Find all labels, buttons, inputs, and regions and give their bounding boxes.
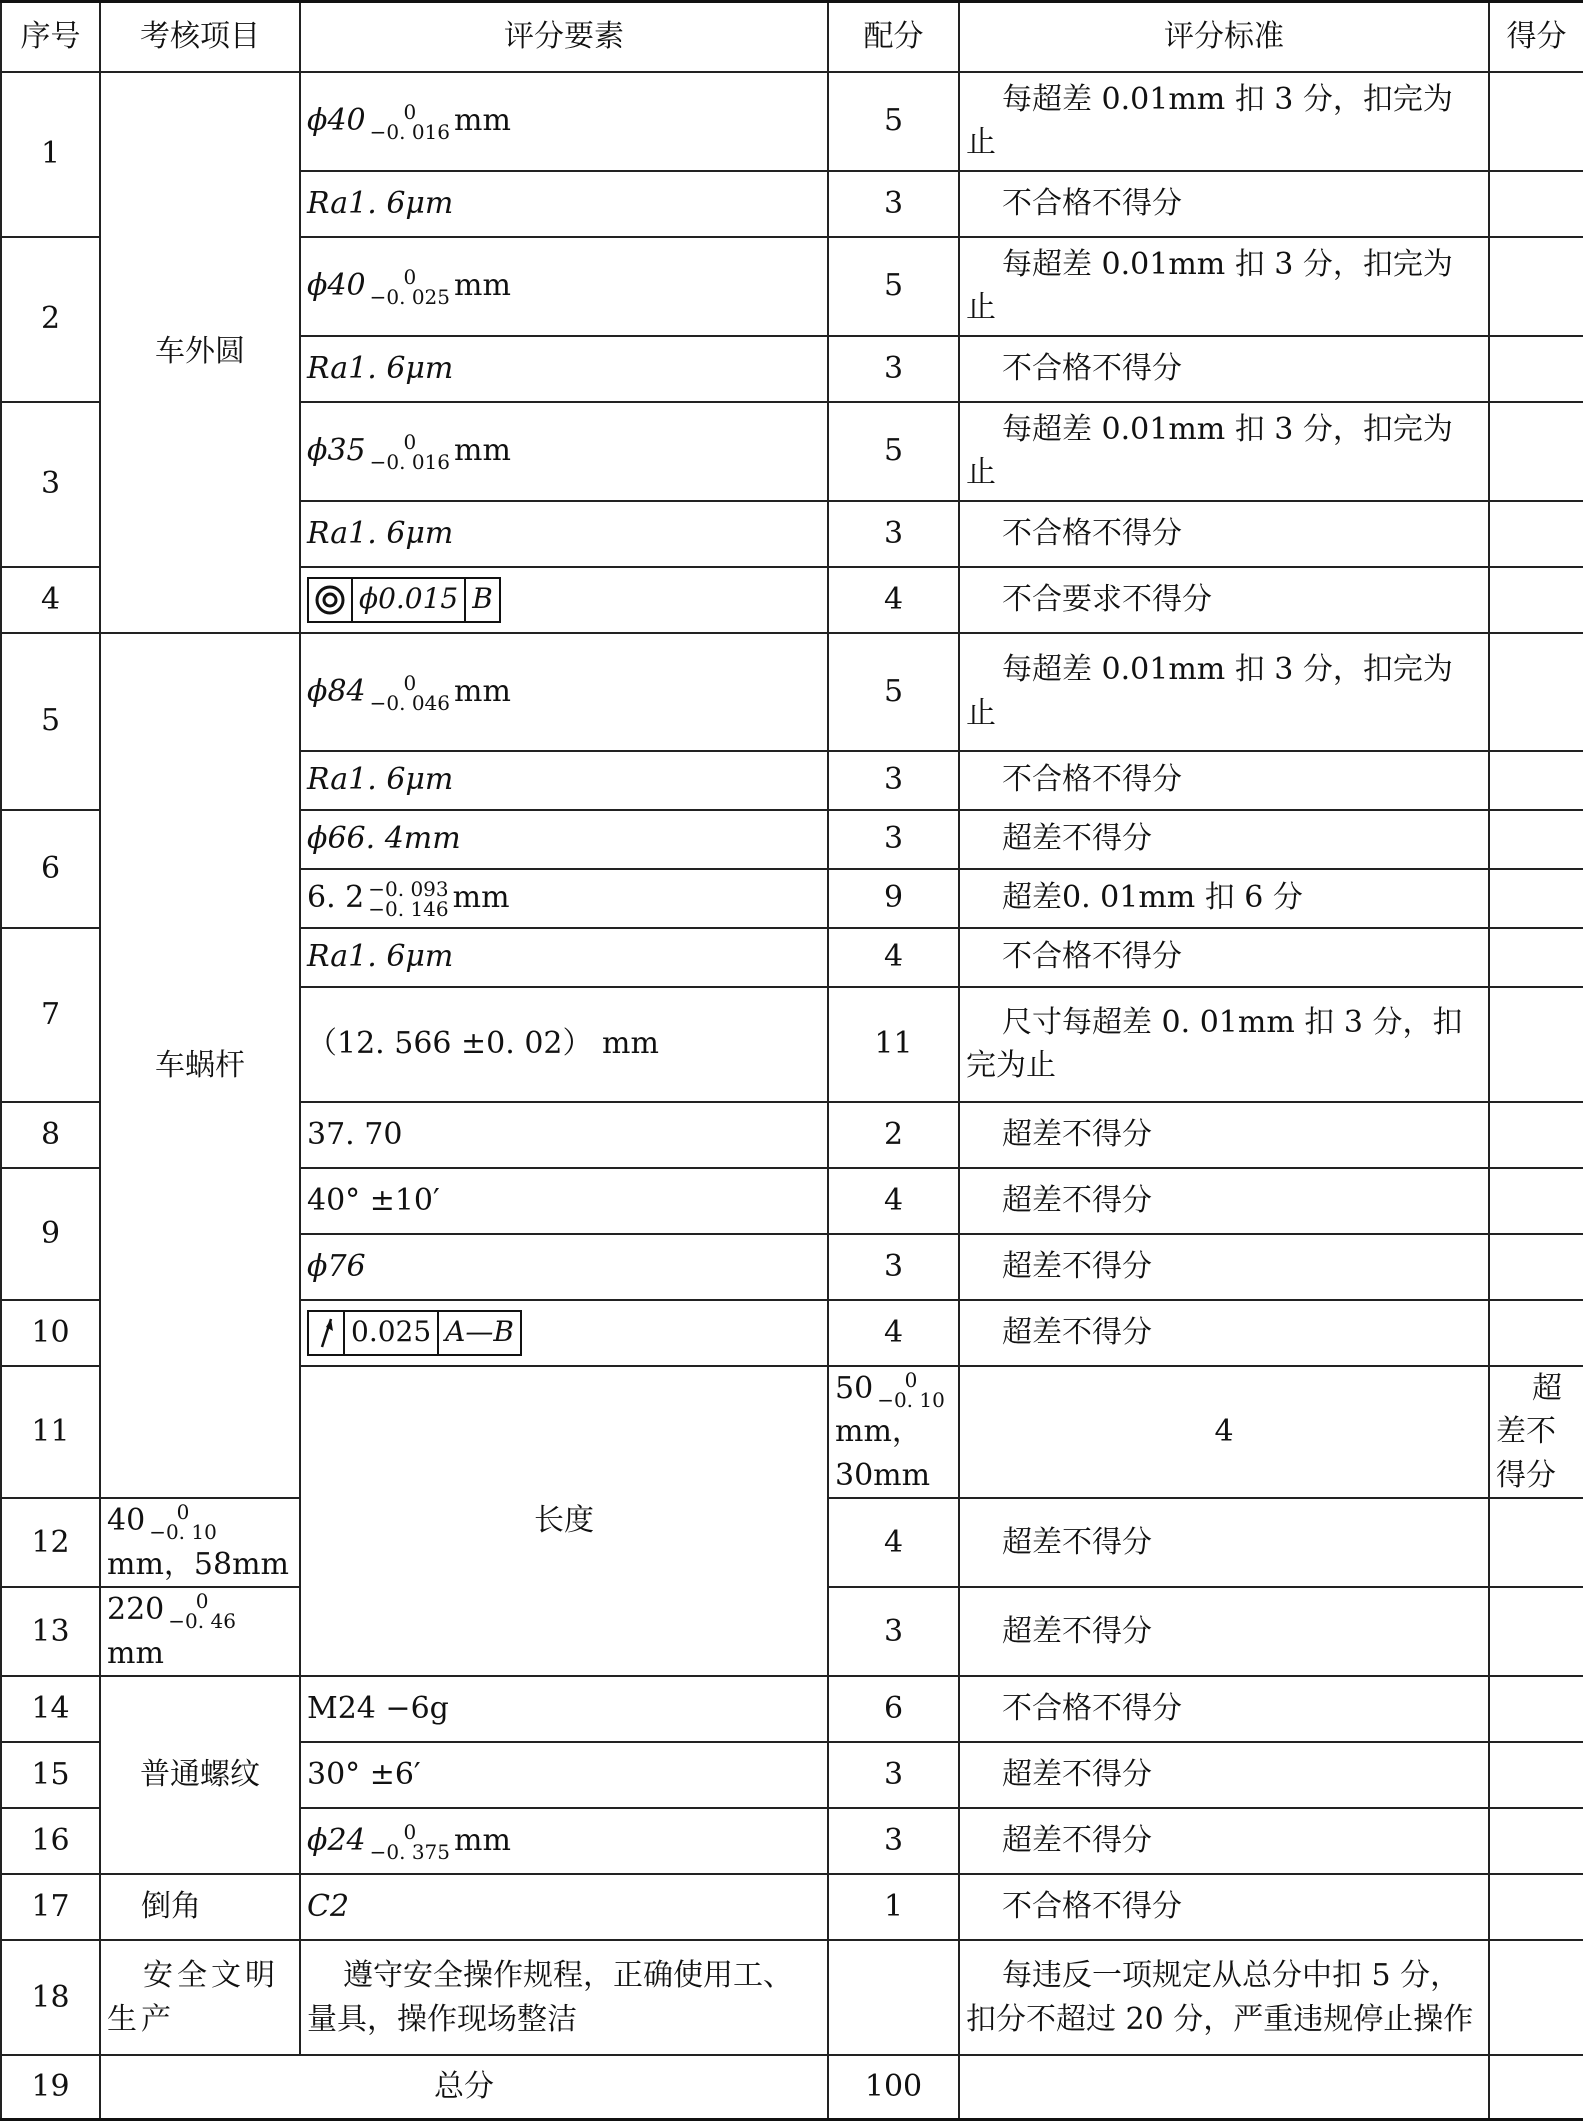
row-number: 17 — [1, 1874, 100, 1940]
points-cell: 4 — [959, 1366, 1489, 1499]
points-cell: 3 — [828, 336, 959, 402]
standard-cell: 超差0. 01mm 扣 6 分 — [959, 869, 1489, 928]
points-cell: 11 — [828, 987, 959, 1102]
points-cell: 3 — [828, 1808, 959, 1874]
score-cell[interactable] — [1489, 928, 1583, 987]
standard-cell: 每超差 0.01mm 扣 3 分，扣完为止 — [959, 72, 1489, 171]
standard-cell: 超差不得分 — [959, 1587, 1489, 1676]
points-cell: 3 — [828, 751, 959, 810]
points-cell: 3 — [828, 171, 959, 237]
requirement-cell: M24 −6g — [300, 1676, 828, 1742]
points-cell: 9 — [828, 869, 959, 928]
group-label: 倒角 — [100, 1874, 300, 1940]
requirement-cell — [300, 1300, 828, 1366]
row-number: 14 — [1, 1676, 100, 1742]
points-cell: 4 — [828, 1300, 959, 1366]
row-number: 4 — [1, 567, 100, 633]
tolerance: 0 −0. 375 — [369, 1820, 450, 1865]
col-header-no: 序号 — [1, 2, 100, 72]
col-header-item: 考核项目 — [100, 2, 300, 72]
tolerance: 0 −0. 046 — [369, 670, 450, 715]
group-label: 普通螺纹 — [100, 1676, 300, 1874]
group-label: 车蜗杆 — [100, 633, 300, 1499]
group-label: 长度 — [300, 1366, 828, 1677]
points-cell: 3 — [828, 501, 959, 567]
points-cell: 2 — [828, 1102, 959, 1168]
score-cell[interactable] — [1489, 402, 1583, 501]
score-cell[interactable] — [1489, 1168, 1583, 1234]
standard-cell: 每违反一项规定从总分中扣 5 分，扣分不超过 20 分，严重违规停止操作 — [959, 1940, 1489, 2055]
table-row — [1, 633, 1583, 751]
row-number: 6 — [1, 810, 100, 928]
standard-cell: 不合格不得分 — [959, 928, 1489, 987]
requirement-cell: 37. 70 — [300, 1102, 828, 1168]
tolerance: 0 −0. 10 — [877, 1367, 945, 1412]
row-number: 7 — [1, 928, 100, 1102]
score-cell[interactable] — [1489, 633, 1583, 751]
row-number: 8 — [1, 1102, 100, 1168]
score-cell[interactable] — [1489, 810, 1583, 869]
requirement-cell: Ra1. 6μm — [300, 501, 828, 567]
points-cell: 5 — [828, 237, 959, 336]
standard-cell: 不合要求不得分 — [959, 567, 1489, 633]
points-cell: 4 — [828, 928, 959, 987]
requirement-cell: ϕ66. 4mm — [300, 810, 828, 869]
tolerance: −0. 093 −0. 146 — [368, 877, 449, 922]
table-row — [1, 72, 1583, 171]
row-number: 13 — [1, 1587, 100, 1676]
score-cell[interactable] — [1489, 336, 1583, 402]
header-row — [1, 2, 1583, 72]
requirement-cell: Ra1. 6μm — [300, 336, 828, 402]
score-cell[interactable] — [1489, 1300, 1583, 1366]
requirement-cell: 40 0 −0. 10 mm，58mm — [100, 1498, 300, 1587]
col-header-score: 得分 — [1489, 2, 1583, 72]
row-number: 2 — [1, 237, 100, 402]
points-cell: 3 — [828, 1234, 959, 1300]
standard-cell: 超差不得分 — [959, 1808, 1489, 1874]
requirement-cell: 30° ±6′ — [300, 1742, 828, 1808]
table-row — [1, 1874, 1583, 1940]
row-number: 11 — [1, 1366, 100, 1499]
requirement-cell: Ra1. 6μm — [300, 171, 828, 237]
points-cell: 1 — [828, 1874, 959, 1940]
score-cell[interactable] — [1489, 1498, 1583, 1587]
requirement-cell: ϕ84 0 −0. 046 mm — [300, 633, 828, 751]
col-header-requirement: 评分要素 — [300, 2, 828, 72]
requirement-cell: ϕ76 — [300, 1234, 828, 1300]
standard-cell: 每超差 0.01mm 扣 3 分，扣完为止 — [959, 237, 1489, 336]
requirement-cell: 遵守安全操作规程，正确使用工、量具，操作现场整洁 — [300, 1940, 828, 2055]
standard-cell: 尺寸每超差 0. 01mm 扣 3 分，扣完为止 — [959, 987, 1489, 1102]
row-number: 19 — [1, 2055, 100, 2119]
feature-control-frame: 0.025 A—B — [307, 1310, 522, 1356]
points-cell: 3 — [828, 1742, 959, 1808]
total-row — [1, 2055, 1583, 2119]
points-cell: 3 — [828, 810, 959, 869]
standard-cell: 超差不得分 — [959, 1102, 1489, 1168]
concentricity-icon — [309, 579, 353, 621]
standard-cell: 超差不得分 — [959, 810, 1489, 869]
col-header-standard: 评分标准 — [959, 2, 1489, 72]
score-cell[interactable] — [1489, 501, 1583, 567]
requirement-cell — [300, 567, 828, 633]
table-row — [1, 1676, 1583, 1742]
standard-cell: 不合格不得分 — [959, 501, 1489, 567]
standard-cell: 不合格不得分 — [959, 751, 1489, 810]
row-number: 10 — [1, 1300, 100, 1366]
requirement-cell: ϕ40 0 −0. 016 mm — [300, 72, 828, 171]
points-cell — [828, 1940, 959, 2055]
score-cell[interactable] — [1489, 869, 1583, 928]
tolerance: 0 −0. 025 — [369, 265, 450, 310]
table-row — [1, 1940, 1583, 2055]
requirement-cell: Ra1. 6μm — [300, 751, 828, 810]
group-label: 安全文明生产 — [100, 1940, 300, 2055]
row-number: 1 — [1, 72, 100, 237]
standard-cell: 每超差 0.01mm 扣 3 分，扣完为止 — [959, 633, 1489, 751]
col-header-points: 配分 — [828, 2, 959, 72]
standard-cell — [959, 2055, 1489, 2119]
score-cell[interactable] — [1489, 567, 1583, 633]
points-cell: 5 — [828, 402, 959, 501]
feature-control-frame: ϕ0.015 B — [307, 577, 501, 623]
points-cell: 5 — [828, 633, 959, 751]
standard-cell: 每超差 0.01mm 扣 3 分，扣完为止 — [959, 402, 1489, 501]
score-cell[interactable] — [1489, 1676, 1583, 1742]
standard-cell: 超差不得分 — [959, 1742, 1489, 1808]
tolerance: 0 −0. 46 — [168, 1589, 236, 1633]
row-number: 5 — [1, 633, 100, 810]
requirement-cell: C2 — [300, 1874, 828, 1940]
row-number: 3 — [1, 402, 100, 567]
requirement-cell: ϕ40 0 −0. 025 mm — [300, 237, 828, 336]
standard-cell: 不合格不得分 — [959, 1874, 1489, 1940]
circular-runout-icon — [309, 1312, 345, 1354]
points-cell: 4 — [828, 1498, 959, 1587]
total-label: 总分 — [100, 2055, 828, 2119]
standard-cell: 超差不得分 — [1489, 1366, 1583, 1499]
standard-cell: 超差不得分 — [959, 1300, 1489, 1366]
requirement-cell: 220 0 −0. 46 mm — [100, 1587, 300, 1676]
score-cell[interactable] — [1489, 1742, 1583, 1808]
requirement-cell: 50 0 −0. 10 mm，30mm — [828, 1366, 959, 1499]
requirement-cell: ϕ35 0 −0. 016 mm — [300, 402, 828, 501]
requirement-cell: 40° ±10′ — [300, 1168, 828, 1234]
total-points: 100 — [828, 2055, 959, 2119]
tolerance: 0 −0. 016 — [369, 100, 450, 145]
score-cell[interactable] — [1489, 171, 1583, 237]
score-cell[interactable] — [1489, 72, 1583, 171]
score-cell[interactable] — [1489, 987, 1583, 1102]
standard-cell: 超差不得分 — [959, 1498, 1489, 1587]
row-number: 15 — [1, 1742, 100, 1808]
points-cell: 6 — [828, 1676, 959, 1742]
points-cell: 4 — [828, 567, 959, 633]
score-cell[interactable] — [1489, 237, 1583, 336]
standard-cell: 超差不得分 — [959, 1168, 1489, 1234]
requirement-cell: ϕ24 0 −0. 375 mm — [300, 1808, 828, 1874]
standard-cell: 不合格不得分 — [959, 171, 1489, 237]
score-cell[interactable] — [1489, 1102, 1583, 1168]
score-cell[interactable] — [1489, 1940, 1583, 2055]
score-cell[interactable] — [1489, 1587, 1583, 1676]
score-cell[interactable] — [1489, 1234, 1583, 1300]
points-cell: 5 — [828, 72, 959, 171]
row-number: 18 — [1, 1940, 100, 2055]
score-cell[interactable] — [1489, 751, 1583, 810]
row-number: 9 — [1, 1168, 100, 1300]
requirement-cell: 6. 2 −0. 093 −0. 146 mm — [300, 869, 828, 928]
standard-cell: 不合格不得分 — [959, 336, 1489, 402]
tolerance: 0 −0. 10 — [149, 1500, 217, 1544]
tolerance: 0 −0. 016 — [369, 430, 450, 475]
requirement-cell: Ra1. 6μm — [300, 928, 828, 987]
requirement-cell: （12. 566 ±0. 02） mm — [300, 987, 828, 1102]
score-cell[interactable] — [1489, 1874, 1583, 1940]
points-cell: 3 — [828, 1587, 959, 1676]
standard-cell: 超差不得分 — [959, 1234, 1489, 1300]
row-number: 16 — [1, 1808, 100, 1874]
standard-cell: 不合格不得分 — [959, 1676, 1489, 1742]
points-cell: 4 — [828, 1168, 959, 1234]
score-cell[interactable] — [1489, 2055, 1583, 2119]
score-cell[interactable] — [1489, 1808, 1583, 1874]
group-label: 车外圆 — [100, 72, 300, 633]
row-number: 12 — [1, 1498, 100, 1587]
